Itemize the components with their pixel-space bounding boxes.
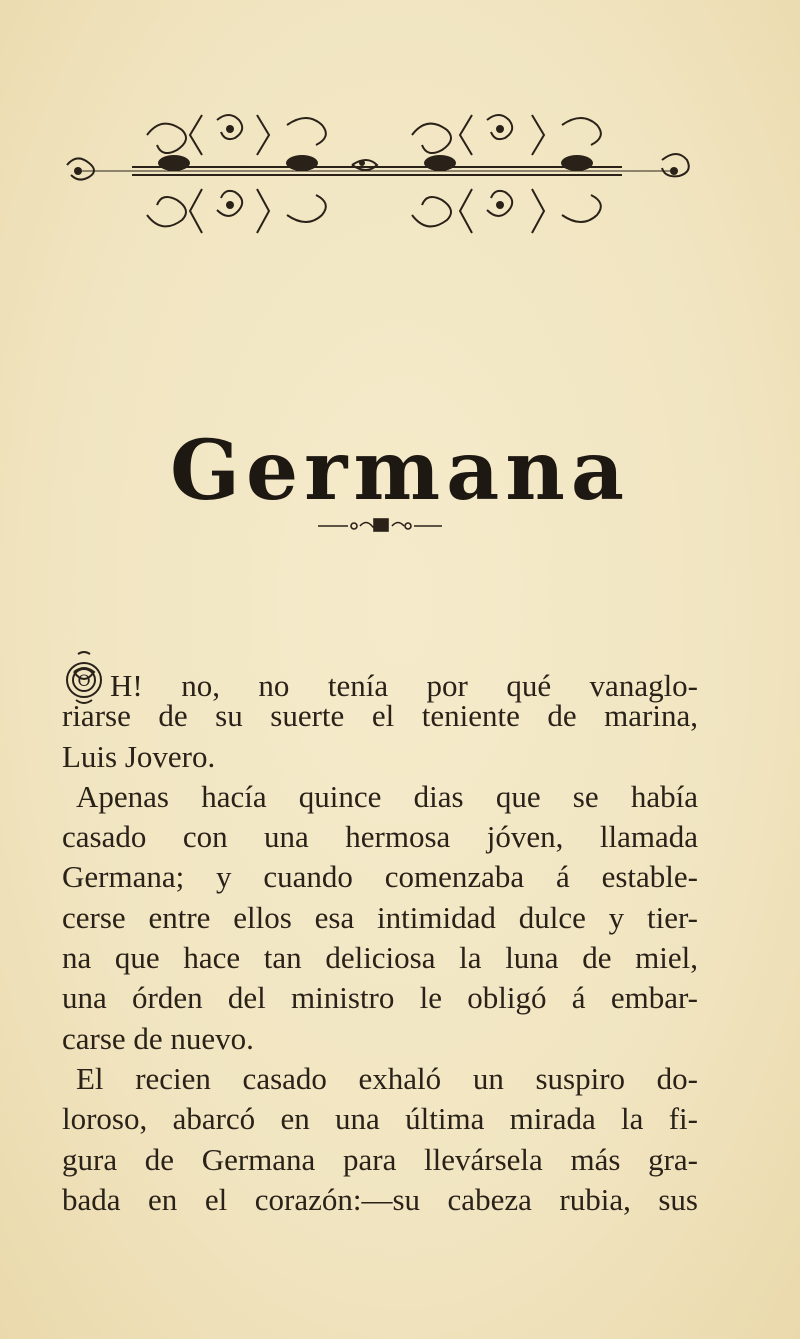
- text-line-10: carse de nuevo.: [62, 1020, 254, 1056]
- text-line-11: El recien casado exhaló un suspiro do-: [76, 1060, 698, 1096]
- text-line-12: loroso, abarcó en una última mirada la fi-: [62, 1101, 698, 1137]
- text-line-14: bada en el corazón:—su cabeza rubia, sus: [62, 1181, 698, 1217]
- chapter-text: [62, 656, 698, 1220]
- text-line-1: [62, 656, 699, 703]
- line-text: no, no tenía por qué vanaglo-: [181, 668, 699, 703]
- decorated-initial-icon: [62, 656, 110, 706]
- title-flourish-icon: [318, 517, 442, 533]
- ornamental-headpiece-icon: [62, 105, 692, 235]
- text-line-6: Germana; y cuando comenzaba á estable-: [62, 859, 698, 895]
- text-line-7: cerse entre ellos esa intimidad dulce y tier-: [62, 899, 698, 935]
- text-line-9: una órden del ministro le obligó á embar-: [62, 980, 698, 1016]
- dropcap-letter: O: [77, 671, 91, 690]
- text-line-8: na que hace tan deliciosa la luna de miel,: [62, 940, 698, 976]
- text-line-13: gura de Germana para llevársela más gra-: [62, 1141, 698, 1177]
- dropcap-rest: H!: [110, 668, 143, 703]
- text-line-4: Apenas hacía quince dias que se había: [76, 778, 698, 814]
- chapter-title: Germana: [169, 423, 631, 519]
- text-line-3: Luis Jovero.: [62, 738, 216, 774]
- text-line-5: casado con una hermosa jóven, llamada: [62, 819, 698, 855]
- text-line-2: riarse de su suerte el teniente de marina,: [62, 698, 698, 734]
